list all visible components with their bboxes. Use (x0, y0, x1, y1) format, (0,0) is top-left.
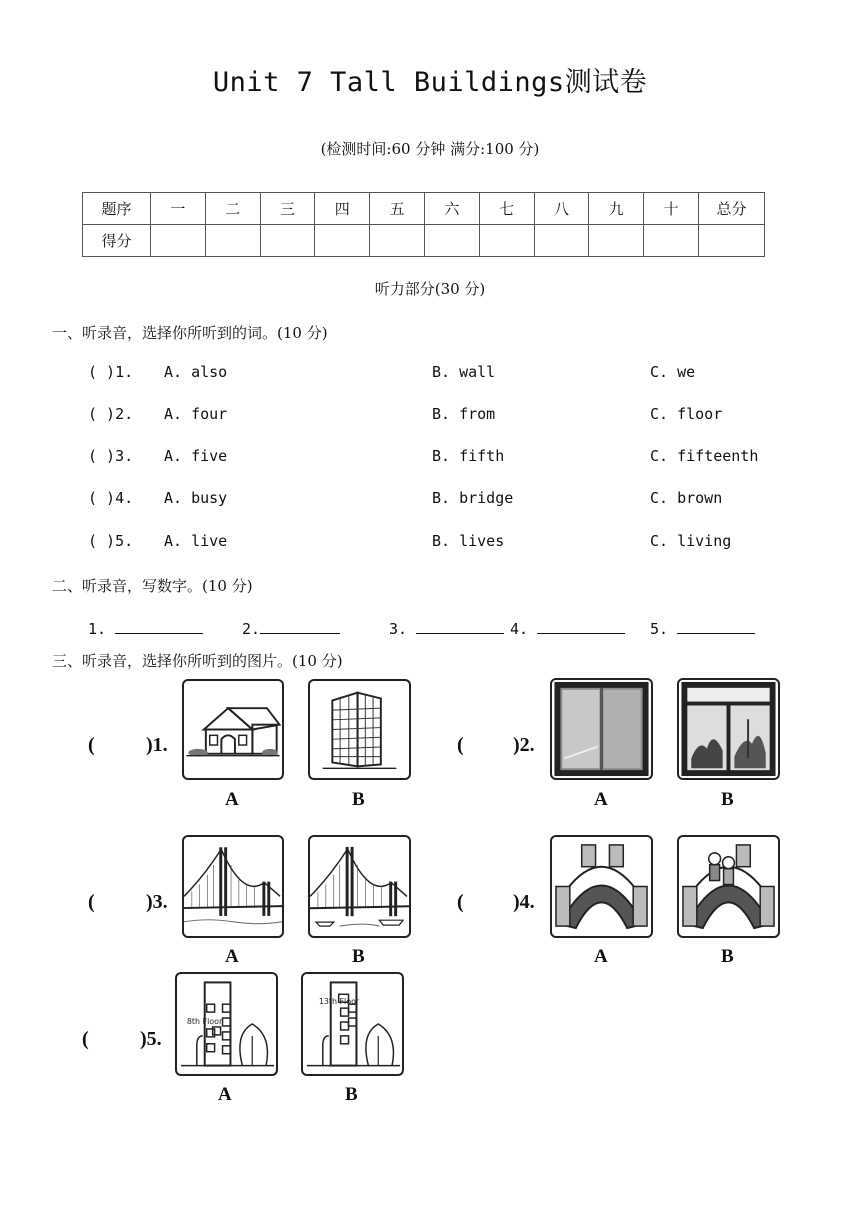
q4-option-c: C. brown (650, 489, 723, 507)
listening-part-heading: 听力部分(30 分) (374, 280, 486, 298)
arch-bridge-picture-a[interactable] (550, 835, 653, 938)
pic-q3-label-a: A (225, 946, 239, 967)
score-cell: 三 (260, 193, 315, 225)
blank-label: 1. (88, 620, 107, 638)
pic-q4-label-b: B (721, 946, 734, 967)
section2-heading: 二、听录音，写数字。(10 分) (52, 577, 253, 595)
pic-q5-paren: ( (82, 1028, 89, 1050)
suspension-bridge-icon (184, 837, 282, 936)
pic-q3-label-b: B (352, 946, 365, 967)
pic-q3-paren: ( (88, 891, 95, 913)
q2-option-c: C. floor (650, 405, 723, 423)
q1-option-b: B. wall (432, 363, 496, 381)
q4-number: ( )4. (88, 489, 134, 507)
pic-q1-paren: ( (88, 734, 95, 756)
q1-number: ( )1. (88, 363, 134, 381)
pic-q1-label-a: A (225, 789, 239, 810)
q5-option-c: C. living (650, 532, 732, 550)
q3-option-a: A. five (164, 447, 228, 465)
arch-bridge-people-icon (679, 837, 778, 936)
pic-q2-label-b: B (721, 789, 734, 810)
score-input-cell[interactable] (589, 225, 644, 257)
section1-heading: 一、听录音，选择你所听到的词。(10 分) (52, 324, 328, 342)
skyscraper-icon (310, 681, 409, 778)
blank-label: 3. (389, 620, 408, 638)
score-input-cell[interactable] (205, 225, 260, 257)
score-table (82, 192, 765, 257)
score-input-cell[interactable] (260, 225, 315, 257)
apartment-building-icon (303, 974, 402, 1074)
score-cell: 总分 (699, 193, 765, 225)
score-cell: 一 (151, 193, 206, 225)
arch-bridge-picture-b[interactable] (677, 835, 780, 938)
pic-q4-number: )4. (513, 891, 535, 913)
score-cell: 四 (315, 193, 370, 225)
tall-building-picture[interactable] (308, 679, 411, 780)
q5-option-a: A. live (164, 532, 228, 550)
eighth-floor-picture[interactable] (175, 972, 278, 1076)
section3-heading: 三、听录音，选择你所听到的图片。(10 分) (52, 652, 343, 670)
number-blank-4 (510, 620, 625, 638)
score-input-cell[interactable] (534, 225, 589, 257)
score-input-cell[interactable] (424, 225, 479, 257)
score-cell: 八 (534, 193, 589, 225)
score-input-cell[interactable] (151, 225, 206, 257)
floor-sign-8th: 8th Floor (186, 1017, 223, 1026)
closed-window-picture[interactable] (550, 678, 653, 780)
score-cell: 六 (424, 193, 479, 225)
score-table-score-row (83, 225, 765, 257)
bridge-picture-a[interactable] (182, 835, 284, 938)
q3-option-b: B. fifth (432, 447, 505, 465)
pic-q3-number: )3. (146, 891, 168, 913)
q3-option-c: C. fifteenth (650, 447, 759, 465)
score-cell: 五 (370, 193, 425, 225)
score-cell: 得分 (83, 225, 151, 257)
q2-option-b: B. from (432, 405, 496, 423)
pic-q4-paren: ( (457, 891, 464, 913)
score-input-cell[interactable] (644, 225, 699, 257)
score-cell: 九 (589, 193, 644, 225)
answer-line[interactable] (115, 620, 203, 634)
title-english: Unit 7 Tall Buildings (212, 67, 565, 98)
score-cell: 十 (644, 193, 699, 225)
pic-q5-label-a: A (218, 1084, 232, 1105)
score-cell: 题序 (83, 193, 151, 225)
pic-q4-label-a: A (594, 946, 608, 967)
pic-q2-label-a: A (594, 789, 608, 810)
answer-line[interactable] (537, 620, 625, 634)
q2-option-a: A. four (164, 405, 228, 423)
house-icon (184, 681, 282, 778)
q4-option-a: A. busy (164, 489, 228, 507)
score-cell: 二 (205, 193, 260, 225)
q5-number: ( )5. (88, 532, 134, 550)
thirteenth-floor-picture[interactable] (301, 972, 404, 1076)
answer-line[interactable] (677, 620, 755, 634)
blank-label: 2. (242, 620, 261, 638)
window-open-icon (679, 680, 778, 778)
pic-q1-number: )1. (146, 734, 168, 756)
blank-label: 5. (650, 620, 669, 638)
number-blank-5 (650, 620, 755, 638)
number-blank-3 (389, 620, 504, 638)
q4-option-b: B. bridge (432, 489, 514, 507)
house-picture[interactable] (182, 679, 284, 780)
pic-q5-number: )5. (140, 1028, 162, 1050)
pic-q1-label-b: B (352, 789, 365, 810)
score-input-cell[interactable] (370, 225, 425, 257)
pic-q2-paren: ( (457, 734, 464, 756)
number-blank-2 (242, 620, 340, 638)
score-table-header-row (83, 193, 765, 225)
pic-q5-label-b: B (345, 1084, 358, 1105)
score-input-cell[interactable] (699, 225, 765, 257)
open-window-picture[interactable] (677, 678, 780, 780)
q3-number: ( )3. (88, 447, 134, 465)
blank-label: 4. (510, 620, 529, 638)
window-closed-icon (552, 680, 651, 778)
q5-option-b: B. lives (432, 532, 505, 550)
title-chinese: 测试卷 (564, 67, 648, 98)
answer-line[interactable] (260, 620, 340, 634)
score-input-cell[interactable] (315, 225, 370, 257)
number-blank-1 (88, 620, 203, 638)
bridge-picture-b[interactable] (308, 835, 411, 938)
pic-q2-number: )2. (513, 734, 535, 756)
q1-option-c: C. we (650, 363, 696, 381)
answer-line[interactable] (416, 620, 504, 634)
exam-time-info: (检测时间:60 分钟 满分:100 分) (320, 140, 540, 158)
suspension-bridge-boats-icon (310, 837, 409, 936)
arch-bridge-icon (552, 837, 651, 936)
page-title (0, 60, 860, 99)
score-cell: 七 (479, 193, 534, 225)
q2-number: ( )2. (88, 405, 134, 423)
q1-option-a: A. also (164, 363, 228, 381)
score-input-cell[interactable] (479, 225, 534, 257)
apartment-building-icon (177, 974, 276, 1074)
floor-sign-13th: 13th Floor (318, 997, 360, 1007)
